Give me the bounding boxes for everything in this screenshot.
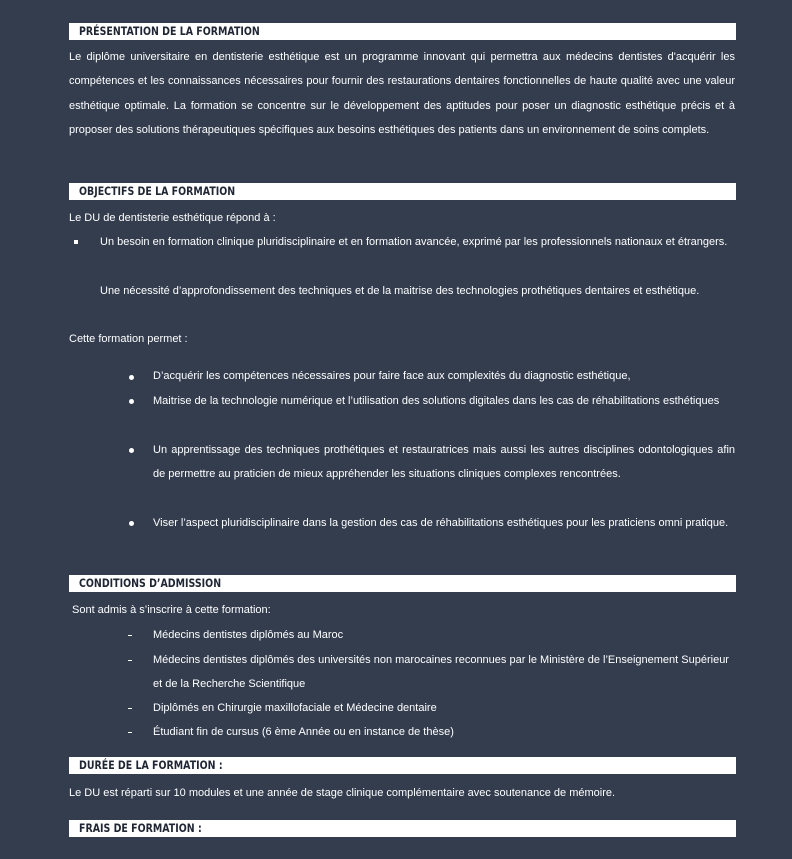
dash-bullet-icon [128,708,132,709]
objectifs-intro: Le DU de dentisterie esthétique répond à : [69,212,276,224]
condition-item-1: Médecins dentistes diplômés au Maroc [153,629,344,641]
dash-bullet-icon [128,635,132,636]
section-heading-presentation: PRÉSENTATION DE LA FORMATION [69,23,736,40]
section-heading-duree: DURÉE DE LA FORMATION : [69,757,736,774]
dash-bullet-icon [128,660,132,661]
condition-item-2: Médecins dentistes diplômés des universités non marocaines reconnues par le Ministère de l’Enseignement Supérieur et de la Recherche Scientifique [153,654,729,691]
section-heading-conditions: CONDITIONS D’ADMISSION [69,575,736,592]
condition-item-3: Diplômés en Chirurgie maxillofaciale et Médecine dentaire [153,702,437,714]
dash-bullet-icon [128,732,132,733]
condition-item-4: Étudiant fin de cursus (6 ème Année ou en instance de thèse) [153,726,454,738]
round-bullet-icon [129,448,134,453]
round-bullet-icon [129,521,134,526]
section-heading-objectifs: OBJECTIFS DE LA FORMATION [69,183,736,200]
permet-item-2: Maitrise de la technologie numérique et l’utilisation des solutions digitales dans les cas de réhabilitations esthétiques [153,395,720,407]
conditions-intro: Sont admis à s’inscrire à cette formation: [72,604,271,616]
permet-item-4: Viser l’aspect pluridisciplinaire dans la gestion des cas de réhabilitations esthétiques pour les praticiens omni pratique. [153,517,729,529]
round-bullet-icon [129,375,134,380]
section-heading-frais: FRAIS DE FORMATION : [69,820,736,837]
permet-item-3: Un apprentissage des techniques prothétiques et restauratrices mais aussi les autres disciplines odontologiques afin de permettre au praticien de mieux appréhender les situations cliniques complexes rencontrées. [153,444,735,481]
permet-intro: Cette formation permet : [69,333,188,345]
round-bullet-icon [129,399,134,404]
square-bullet-icon [74,240,78,244]
presentation-paragraph: Le diplôme universitaire en dentisterie esthétique est un programme innovant qui permettra aux médecins dentistes d'acquérir les compétences et les connaissances nécessaires pour fournir des restaurations dentaires fonctionnelles de haute qualité avec une valeur esthétique optimale. La formation se concentre sur le développement des aptitudes pour poser un diagnostic esthétique précis et à proposer des solutions thérapeutiques spécifiques aux besoins esthétiques des patients dans un environnement de soins complets. [69,51,735,136]
need-item-2: Une nécessité d’approfondissement des techniques et de la maitrise des technologies prothétiques dentaires et esthétique. [100,285,700,297]
need-item-1: Un besoin en formation clinique pluridisciplinaire et en formation avancée, exprimé par les professionnels nationaux et étrangers. [100,236,728,248]
duree-text: Le DU est réparti sur 10 modules et une année de stage clinique complémentaire avec soutenance de mémoire. [69,787,616,799]
permet-item-1: D’acquérir les compétences nécessaires pour faire face aux complexités du diagnostic esthétique, [153,370,631,382]
